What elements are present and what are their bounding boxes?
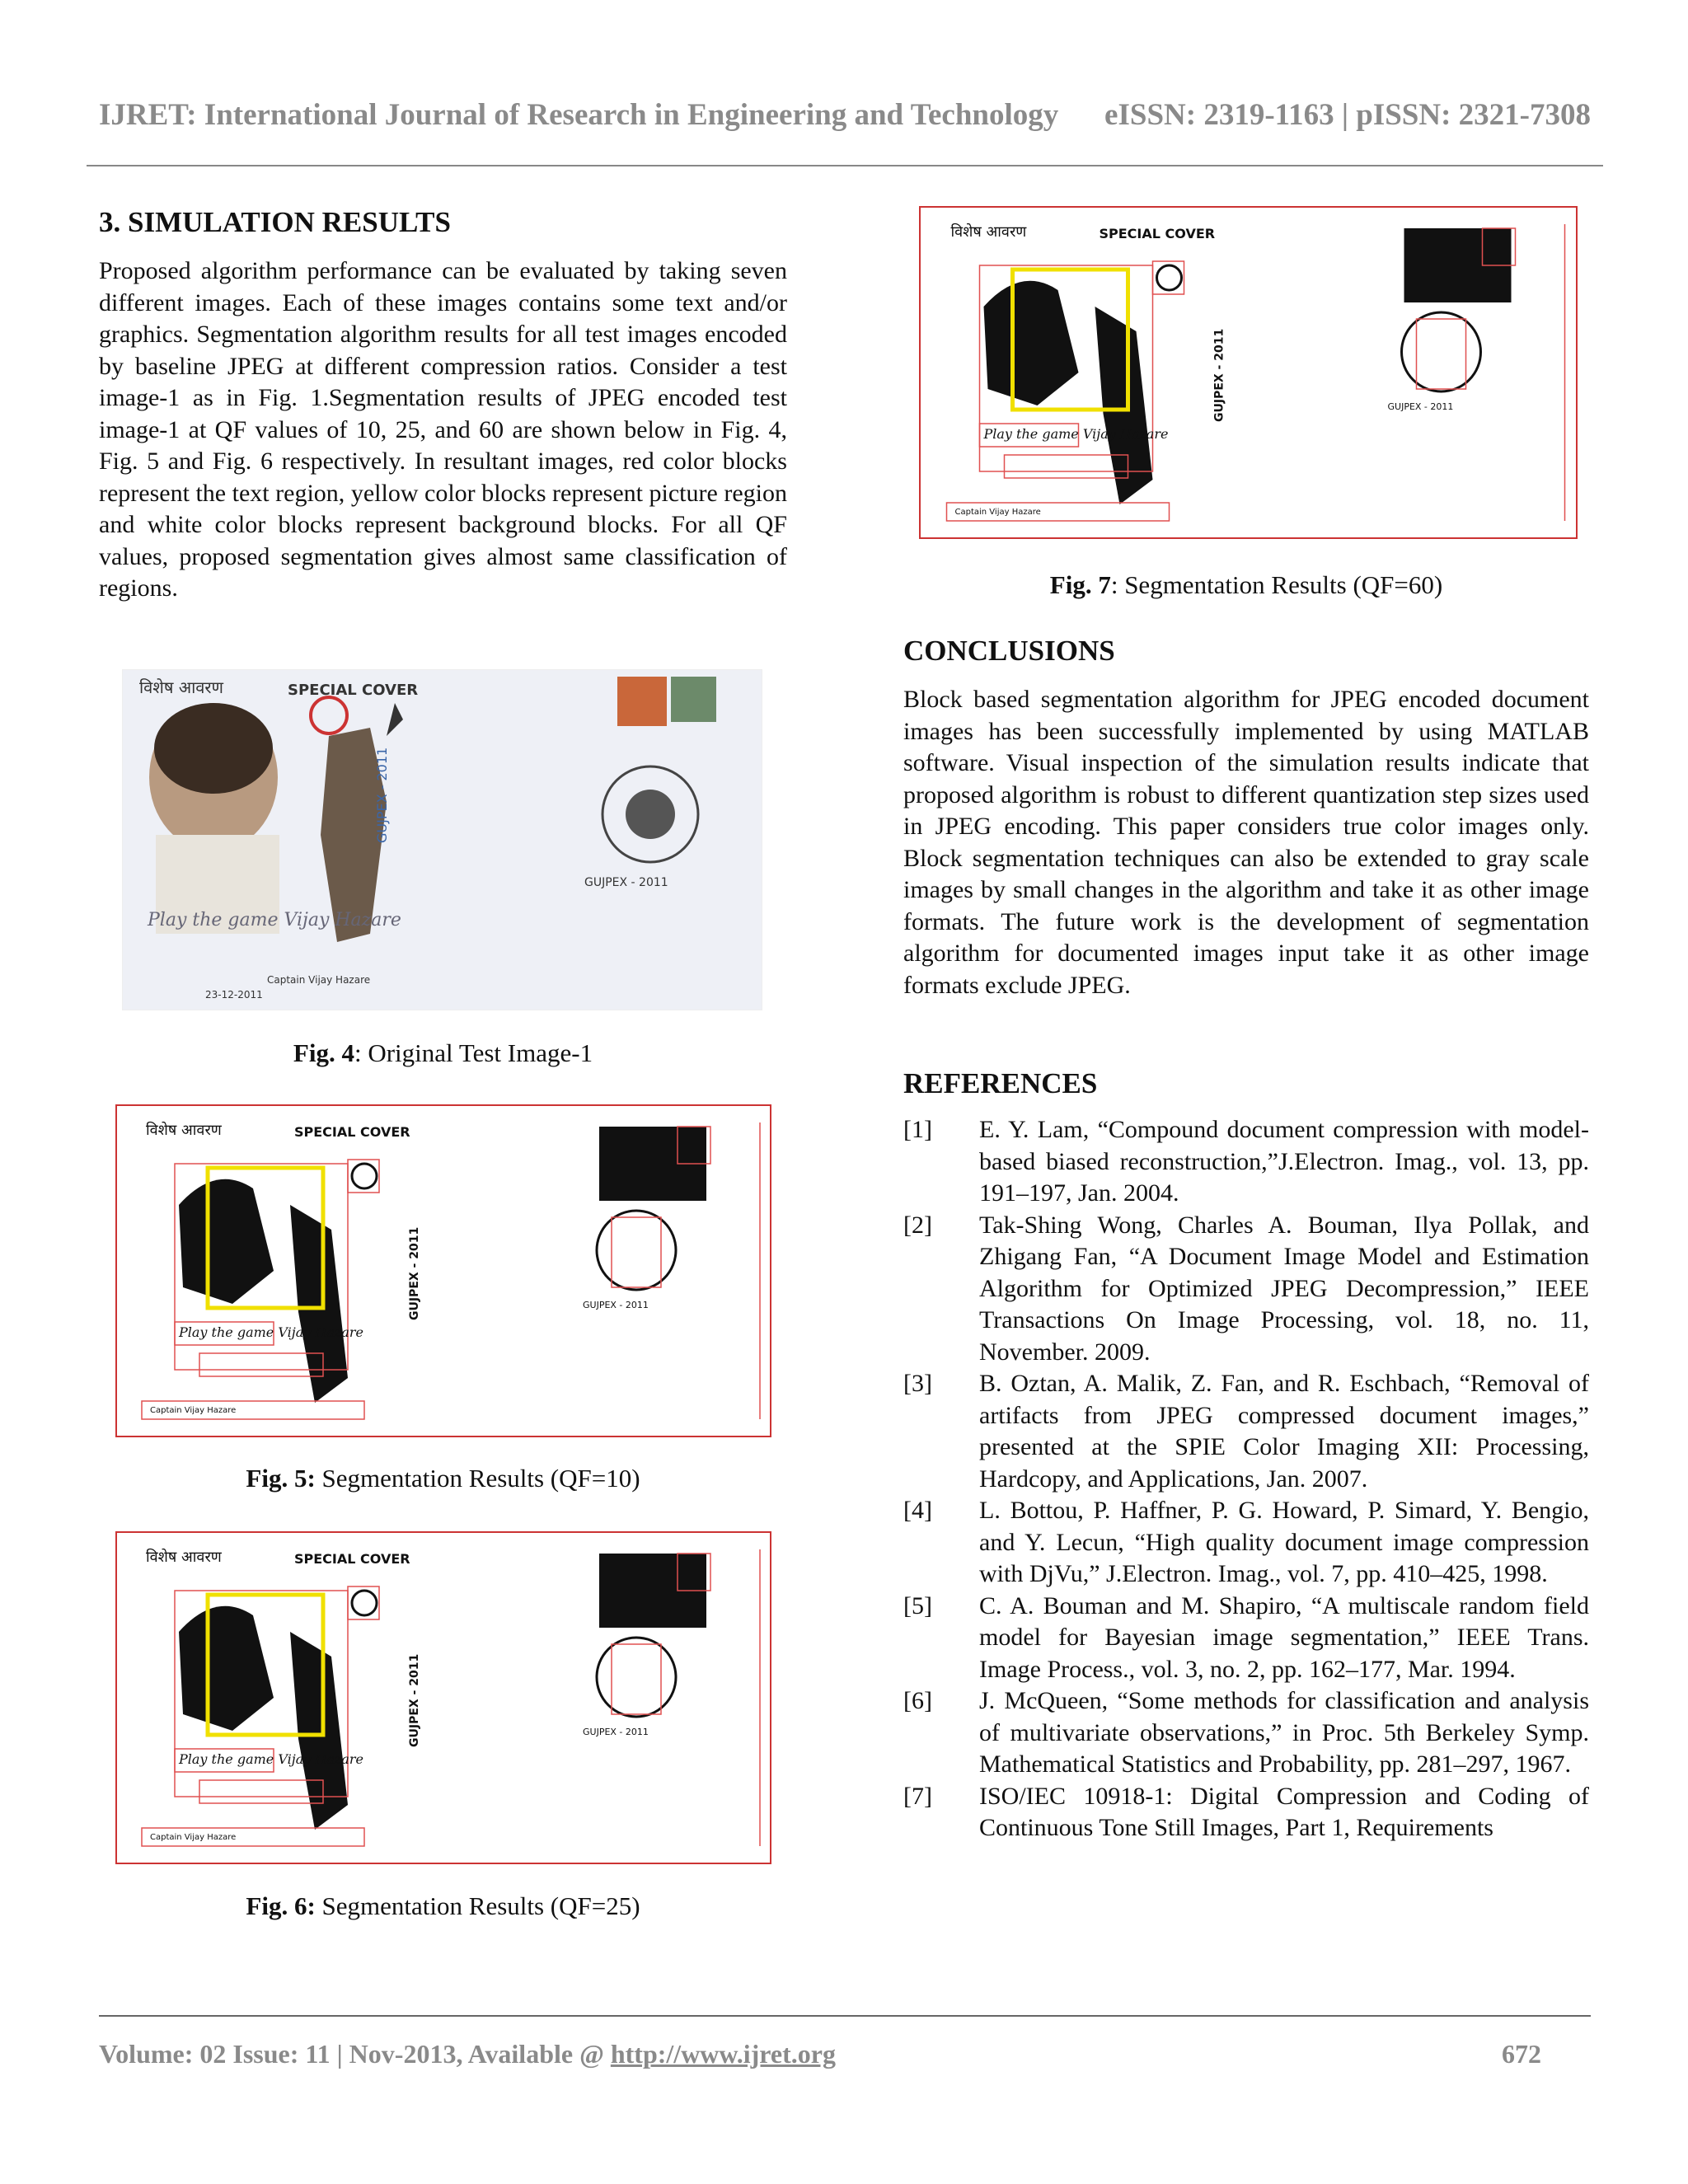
reference-number: [3] — [903, 1370, 932, 1397]
original-cover-graphic — [123, 670, 762, 1010]
caption-fig4 — [99, 1038, 787, 1068]
gujpex-vertical-text: GUJPEX - 2011 — [1212, 328, 1226, 422]
reference-number: [1] — [903, 1116, 932, 1143]
captain-text: Captain Vijay Hazare — [150, 1833, 237, 1842]
section-title-references: REFERENCES — [903, 1067, 1098, 1099]
footer-volume: Volume: 02 Issue: 11 | Nov-2013, Available @ — [99, 2039, 611, 2069]
special-cover-text: SPECIAL COVER — [1099, 226, 1216, 241]
gujpex-vertical-text: GUJPEX - 2011 — [408, 1653, 421, 1747]
page-number: 672 — [1502, 2039, 1541, 2069]
reference-item — [903, 1685, 1589, 1781]
gujpex-stamp-text: GUJPEX - 2011 — [583, 1300, 649, 1310]
reference-text: C. A. Bouman and M. Shapiro, “A multiscale random field model for Bayesian image segmentation,” IEEE Trans. Image Process., vol. 3, no. 2, pp. 162–177, Mar. 1994. — [979, 1591, 1589, 1683]
reference-item — [903, 1114, 1589, 1210]
reference-number: [6] — [903, 1687, 932, 1714]
reference-item — [903, 1495, 1589, 1591]
header-rule — [87, 165, 1603, 166]
caption-fig4-text: : Original Test Image-1 — [354, 1038, 593, 1067]
footer-rule — [99, 2015, 1591, 2017]
caption-fig4-label: Fig. 4 — [293, 1038, 354, 1067]
simulation-paragraph: Proposed algorithm performance can be evaluated by taking seven different images. Each of these images contains some text and/or graphics. Segmentation algorithm results for all test images encoded by baseline JPEG at different compression ratios. Consider a test image-1 as in Fig. 1.Segmentation results of JPEG encoded test image-1 at QF values of 10, 25, and 60 are shown below in Fig. 4, Fig. 5 and Fig. 6 respectively. In resultant images, red color blocks represent the text region, yellow color blocks represent picture region and white color blocks represent background blocks. For all QF values, proposed segmentation gives almost same classification of regions. — [99, 257, 787, 602]
reference-text: L. Bottou, P. Haffner, P. G. Howard, P. Simard, Y. Bengio, and Y. Lecun, “High quality document image compression with DjVu,” J.Electron. Imag., vol. 7, pp. 410–425, 1998. — [979, 1497, 1589, 1587]
hindi-heading-text: विशेष आवरण — [146, 1549, 222, 1566]
captain-text: Captain Vijay Hazare — [150, 1406, 237, 1415]
segmentation-qf25-graphic — [117, 1533, 770, 1863]
reference-number: [7] — [903, 1782, 932, 1810]
page-footer — [99, 2039, 1541, 2069]
reference-item — [903, 1210, 1589, 1369]
reference-item — [903, 1368, 1589, 1495]
caption-fig7-text: : Segmentation Results (QF=60) — [1110, 570, 1443, 599]
segmentation-qf10-graphic — [117, 1106, 770, 1436]
gujpex-stamp-text: GUJPEX - 2011 — [583, 1727, 649, 1737]
caption-fig5 — [99, 1464, 787, 1493]
running-header — [99, 97, 1591, 133]
issn-label: eISSN: 2319-1163 | pISSN: 2321-7308 — [1104, 98, 1591, 132]
caption-fig7 — [903, 570, 1589, 600]
conclusions-paragraph: Block based segmentation algorithm for JPEG encoded document images has been successfully implemented by using MATLAB software. Visual inspection of the simulation results indicate that proposed algorithm is robust to different quantization step sizes used in JPEG encoding. This paper considers true color images only. Block segmentation techniques can also be extended to gray scale images by small changes in the algorithm and take it as other image formats. The future work is the development of segmentation algorithm for documented images input take it as other image formats exclude JPEG. — [903, 686, 1589, 999]
caption-fig7-label: Fig. 7 — [1049, 570, 1111, 599]
section-title-simulation: 3. SIMULATION RESULTS — [99, 206, 451, 238]
reference-text: J. McQueen, “Some methods for classification and analysis of multivariate observations,” in Proc. 5th Berkeley Symp. Mathematical Statistics and Probability, pp. 281–297, 1967. — [979, 1687, 1589, 1778]
journal-link[interactable]: http://www.ijret.org — [610, 2039, 836, 2069]
caption-fig5-label: Fig. 5: — [246, 1464, 316, 1493]
references-list — [903, 1114, 1589, 1844]
reference-item — [903, 1781, 1589, 1844]
figure-segmentation-qf25 — [115, 1531, 771, 1864]
special-cover-text: SPECIAL COVER — [288, 682, 419, 699]
hindi-heading-text: विशेष आवरण — [950, 223, 1027, 241]
reference-text: Tak-Shing Wong, Charles A. Bouman, Ilya Pollak, and Zhigang Fan, “A Document Image Model and Estimation Algorithm for Optimized JPEG Decompression,” IEEE Transactions On Image Processing, vol. 18, no. 11, November. 2009. — [979, 1211, 1589, 1366]
signature-text: Play the game Vijay Hazare — [983, 426, 1169, 442]
hindi-heading-text: विशेष आवरण — [139, 677, 224, 697]
gujpex-stamp-text: GUJPEX - 2011 — [1387, 401, 1454, 412]
hindi-heading-text: विशेष आवरण — [146, 1122, 222, 1139]
journal-title: IJRET: International Journal of Research in Engineering and Technology — [99, 98, 1059, 132]
reference-text: ISO/IEC 10918-1: Digital Compression and Coding of Continuous Tone Still Images, Part 1, Requirements — [979, 1782, 1589, 1841]
section-title-conclusions: CONCLUSIONS — [903, 635, 1115, 667]
signature-text: Play the game Vijay Hazare — [148, 910, 401, 930]
figure-segmentation-qf10 — [115, 1104, 771, 1437]
signature-text: Play the game Vijay Hazare — [179, 1324, 363, 1340]
gujpex-vertical-text: GUJPEX - 2011 — [374, 747, 390, 843]
caption-fig5-text: Segmentation Results (QF=10) — [315, 1464, 640, 1493]
reference-number: [2] — [903, 1211, 932, 1239]
captain-text: Captain Vijay Hazare — [267, 974, 371, 986]
reference-number: [5] — [903, 1591, 932, 1619]
reference-text: E. Y. Lam, “Compound document compression with model-based biased reconstruction,”J.Electron. Imag., vol. 13, pp. 191–197, Jan. 2004. — [979, 1116, 1589, 1207]
date-text: 23-12-2011 — [205, 989, 263, 1001]
gujpex-vertical-text: GUJPEX - 2011 — [408, 1226, 421, 1320]
reference-item — [903, 1591, 1589, 1686]
special-cover-text: SPECIAL COVER — [294, 1124, 410, 1140]
figure-original-image — [122, 669, 762, 1010]
figure-segmentation-qf60 — [919, 206, 1578, 539]
signature-text: Play the game Vijay Hazare — [179, 1751, 363, 1767]
reference-text: B. Oztan, A. Malik, Z. Fan, and R. Eschbach, “Removal of artifacts from JPEG compressed document images,” presented at the SPIE Color Imaging XII: Processing, Hardcopy, and Applications, Jan. 2007. — [979, 1370, 1589, 1493]
caption-fig6-text: Segmentation Results (QF=25) — [315, 1891, 640, 1920]
caption-fig6-label: Fig. 6: — [246, 1891, 316, 1920]
segmentation-qf60-graphic — [921, 208, 1576, 537]
special-cover-text: SPECIAL COVER — [294, 1551, 410, 1567]
gujpex-stamp-text: GUJPEX - 2011 — [584, 876, 668, 889]
caption-fig6 — [99, 1891, 787, 1921]
captain-text: Captain Vijay Hazare — [954, 508, 1041, 517]
reference-number: [4] — [903, 1497, 932, 1524]
